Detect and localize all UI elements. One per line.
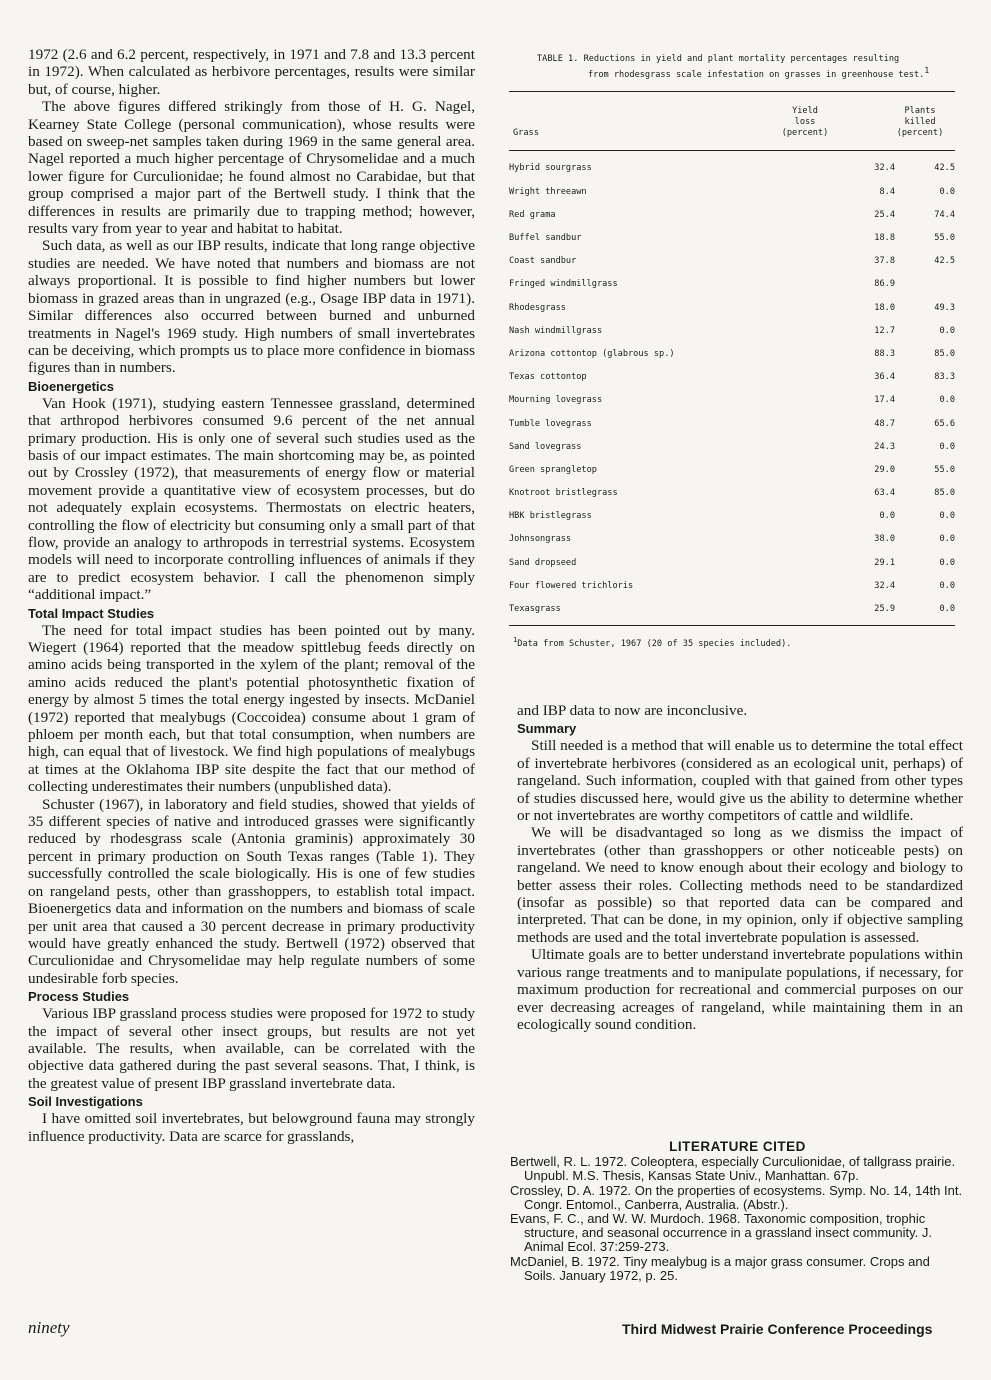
table-row — [509, 250, 955, 273]
grass-name: Johnsongrass — [509, 534, 572, 545]
paragraph: and IBP data to now are inconclusive. — [517, 702, 748, 719]
grass-name: Nash windmillgrass — [509, 325, 603, 336]
header-grass: Grass — [513, 127, 539, 138]
caption-line: from rhodesgrass scale infestation on grasses in greenhouse test. — [588, 69, 925, 80]
table-row — [509, 551, 955, 574]
plants-killed: 74.4 — [934, 209, 955, 220]
grass-name: Fringed windmillgrass — [509, 279, 618, 290]
yield-loss: 18.0 — [874, 302, 895, 313]
table-row — [509, 342, 955, 365]
table-header-rule — [509, 150, 955, 151]
plants-killed: 0.0 — [939, 186, 955, 197]
plants-killed: 0.0 — [939, 534, 955, 545]
plants-killed: 0.0 — [939, 557, 955, 568]
plants-killed: 85.0 — [934, 348, 955, 359]
table-top-rule — [509, 91, 955, 92]
plants-killed: 0.0 — [939, 395, 955, 406]
plants-killed — [895, 273, 955, 296]
table-row — [509, 319, 955, 342]
yield-loss: 24.3 — [874, 441, 895, 452]
table-row — [509, 505, 955, 528]
grass-name: Knotroot bristlegrass — [509, 488, 618, 499]
table-body — [509, 157, 955, 621]
table-row — [509, 481, 955, 504]
left-column — [28, 46, 475, 1145]
plants-killed: 42.5 — [934, 256, 955, 267]
plants-killed: 85.0 — [934, 488, 955, 499]
page-number: ninety — [28, 1318, 70, 1337]
yield-loss: 25.9 — [874, 604, 895, 615]
grass-name: Wright threeawn — [509, 186, 587, 197]
plants-killed: 65.6 — [934, 418, 955, 429]
table-row — [509, 366, 955, 389]
paragraph: 1972 (2.6 and 6.2 percent, respectively, in 1971 and 7.8 and 13.3 percent in 1972). When calculated as herbivore percentages, results were similar but, of course, higher. — [28, 46, 475, 98]
yield-loss: 63.4 — [874, 488, 895, 499]
plants-killed: 0.0 — [939, 511, 955, 522]
grass-name: HBK bristlegrass — [509, 511, 592, 522]
yield-loss: 88.3 — [874, 348, 895, 359]
plants-killed: 55.0 — [934, 233, 955, 244]
yield-loss: 17.4 — [874, 395, 895, 406]
table-row — [509, 528, 955, 551]
yield-loss: 32.4 — [874, 163, 895, 174]
table-row — [509, 389, 955, 412]
plants-killed: 42.5 — [934, 163, 955, 174]
plants-killed: 0.0 — [939, 604, 955, 615]
header-plants-killed: Plants killed (percent) — [896, 105, 944, 138]
plants-killed: 0.0 — [939, 580, 955, 591]
table-row — [509, 296, 955, 319]
paragraph: We will be disadvantaged so long as we dismiss the impact of invertebrates (other than grasshoppers or other noticeable pests) on rangeland. We need to know enough about their ecology and biology to better assess their roles. Collecting methods need to be standardized (insofar as possible) so that reported data can be compared and interpreted. That can be done, in my opinion, only if objective sampling methods are used and the total invertebrate population is assessed. — [517, 824, 963, 946]
paragraph: Schuster (1967), in laboratory and field studies, showed that yields of 35 different species of native and introduced grasses were significantly reduced by rhodesgrass scale (Antonia graminis) approximately 30 percent in primary production on South Texas ranges (Table 1). They successfully controlled the scale biologically. His is one of few studies on rangeland pests, other than grasshoppers, to establish total impact. Bioenergetics data and information on the numbers and biomass of scale per unit area that caused a 30 percent decrease in primary productivity would have greatly enhanced the study. Bertwell (1972) observed that Curculionidae and Chrysomelidae may help regulate numbers of some undesirable forb species. — [28, 795, 475, 987]
grass-name: Tumble lovegrass — [509, 418, 592, 429]
yield-loss: 32.4 — [874, 580, 895, 591]
running-footer: Third Midwest Prairie Conference Proceedings — [622, 1321, 933, 1337]
reference: Bertwell, R. L. 1972. Coleoptera, especially Curculionidae, of tallgrass prairie. Unpubl. M.S. Thesis, Kansas State Univ., Manhattan. 67p. — [510, 1154, 956, 1184]
grass-name: Red grama — [509, 209, 556, 220]
yield-loss: 29.1 — [874, 557, 895, 568]
table-row — [509, 412, 955, 435]
table-row — [509, 574, 955, 597]
table-row — [509, 597, 955, 620]
table-footnote: $^1$Data from Schuster, 1967 (20 of 35 species included). — [513, 635, 792, 649]
yield-loss: 18.8 — [874, 233, 895, 244]
right-column — [517, 702, 963, 1033]
section-heading: Soil Investigations — [28, 1094, 143, 1110]
plants-killed: 83.3 — [934, 372, 955, 383]
yield-loss: 37.8 — [874, 256, 895, 267]
paragraph: Still needed is a method that will enable us to determine the total effect of invertebrate herbivores (considered as an ecological unit, perhaps) of rangeland. Such information, coupled with that gained from other types of studies discussed here, would give us the ability to determine whether or not invertebrates are worthy competitors of cattle and wildlife. — [517, 737, 964, 825]
section-heading: Bioenergetics — [28, 378, 114, 394]
yield-loss: 0.0 — [879, 511, 895, 522]
plants-killed: 0.0 — [939, 325, 955, 336]
table-row — [509, 226, 955, 249]
table-caption — [509, 54, 955, 81]
grass-name: Rhodesgrass — [509, 302, 566, 313]
grass-name: Mourning lovegrass — [509, 395, 603, 406]
yield-loss: 38.0 — [874, 534, 895, 545]
caption-line: TABLE 1. Reductions in yield and plant mortality percentages resulting — [537, 54, 900, 64]
grass-name: Texas cottontop — [509, 372, 587, 383]
table-row — [509, 180, 955, 203]
table-row — [509, 157, 955, 180]
table-header — [509, 106, 955, 150]
header-yield: Yield loss (percent) — [781, 105, 829, 138]
section-heading: Total Impact Studies — [28, 605, 155, 621]
paragraph: The need for total impact studies has been pointed out by many. Wiegert (1964) reported that the meadow spittlebug feeds directly on amino acids being transported in the xylem of the plant; removal of the amino acids reduced the plant's potential photosynthetic fixation of energy by almost 5 times the total energy ingested by insects. McDaniel (1972) reported that mealybugs (Coccoidea) consume about 1 gram of phloem per month each, but that total consumption, when numbers are high, can equal that of livestock. We find high populations of mealybugs at times at the Oklahoma IBP site despite the fact that our method of collecting underestimates their numbers (unpublished data). — [28, 621, 475, 796]
caption-footnote-mark: 1 — [924, 66, 930, 75]
reference: Evans, F. C., and W. W. Murdoch. 1968. Taxonomic composition, trophic structure, and seasonal occurrence in a grassland insect community. J. Animal Ecol. 37:259-273. — [510, 1211, 933, 1255]
grass-name: Hybrid sourgrass — [509, 163, 592, 174]
grass-name: Four flowered trichloris — [509, 580, 634, 591]
table-row — [509, 273, 955, 296]
reference: Crossley, D. A. 1972. On the properties of ecosystems. Symp. No. 14, 14th Int. Congr. Entomol., Canberra, Australia. (Abstr.). — [510, 1182, 963, 1212]
yield-loss: 8.4 — [879, 186, 895, 197]
grass-name: Coast sandbur — [509, 256, 577, 267]
table-bottom-rule — [509, 625, 955, 626]
yield-loss: 36.4 — [874, 372, 895, 383]
grass-name: Green sprangletop — [509, 464, 597, 475]
paragraph: Van Hook (1971), studying eastern Tennessee grassland, determined that arthropod herbivores consumed 9.6 percent of the net annual primary production. His is only one of several such studies used as the basis of our impact estimates. The main shortcoming may be, as pointed out by Crossley (1972), that measurements of energy flow or material movement provide a quantitative view of ecosystem processes, but do not adequately explain ecosystems. Thermostats on electric heaters, controlling the flow of electricity but consuming only a small part of that flow, provide an analogy to arthropods in terrestrial systems. Ecosystem models will need to incorporate controlling influences of animals if they are to predict ecosystem behavior. I call the phenomenon simply “additional impact.” — [28, 394, 475, 604]
grass-name: Buffel sandbur — [509, 233, 582, 244]
paragraph: Various IBP grassland process studies were proposed for 1972 to study the impact of several other insect groups, but results are not yet available. The results, when available, can be correlated with the objective data gathered during the past several seasons. That, I think, is the greatest value of present IBP grassland invertebrate data. — [28, 1005, 475, 1092]
paragraph: The above figures differed strikingly from those of H. G. Nagel, Kearney State College (personal communication), whose results were based on sweep-net samples taken during 1969 in the same general area. Nagel reported a much higher percentage of Chrysomelidae and a much lower figure for Curculionidae; he found almost no Carabidae, but that group comprised a major part of the Bertwell study. I think that the differences in results are primarily due to trapping method; however, results vary from year to year and habitat to habitat. — [28, 98, 475, 238]
literature-cited — [510, 1140, 965, 1283]
grass-name: Sand dropseed — [509, 557, 577, 568]
paragraph: Such data, as well as our IBP results, indicate that long range objective studies are needed. We have noted that numbers and biomass are not always proportional. It is possible to find higher numbers but lower biomass in grazed areas than in ungrazed (e.g., Osage IBP data in 1971). Similar differences also occurred between burned and unburned treatments in Nagel's 1969 study. High numbers of small invertebrates can be deceiving, which prompts us to place more confidence in biomass figures than in numbers. — [28, 237, 475, 377]
table-row — [509, 435, 955, 458]
grass-name: Arizona cottontop (glabrous sp.) — [509, 348, 675, 359]
plants-killed: 0.0 — [939, 441, 955, 452]
yield-loss: 12.7 — [874, 325, 895, 336]
plants-killed: 55.0 — [934, 464, 955, 475]
grass-name: Texasgrass — [509, 604, 561, 615]
yield-loss: 86.9 — [874, 279, 895, 290]
literature-heading: LITERATURE CITED — [669, 1139, 806, 1154]
paragraph: Ultimate goals are to better understand invertebrate populations within various range treatments and to manipulate populations, if necessary, for maximum production for recreational and commercial purposes on our ever decreasing acreages of rangeland, while maintaining them in an ecologically sound condition. — [517, 946, 963, 1033]
plants-killed: 49.3 — [934, 302, 955, 313]
section-heading: Summary — [517, 721, 577, 737]
yield-loss: 25.4 — [874, 209, 895, 220]
paragraph: I have omitted soil invertebrates, but belowground fauna may strongly influence productivity. Data are scarce for grasslands, — [28, 1110, 475, 1145]
section-heading: Process Studies — [28, 989, 130, 1005]
yield-loss: 29.0 — [874, 464, 895, 475]
table-row — [509, 458, 955, 481]
reference: McDaniel, B. 1972. Tiny mealybug is a major grass consumer. Crops and Soils. January 1972, p. 25. — [510, 1253, 930, 1283]
table-1 — [509, 54, 955, 649]
table-row — [509, 203, 955, 226]
yield-loss: 48.7 — [874, 418, 895, 429]
grass-name: Sand lovegrass — [509, 441, 582, 452]
